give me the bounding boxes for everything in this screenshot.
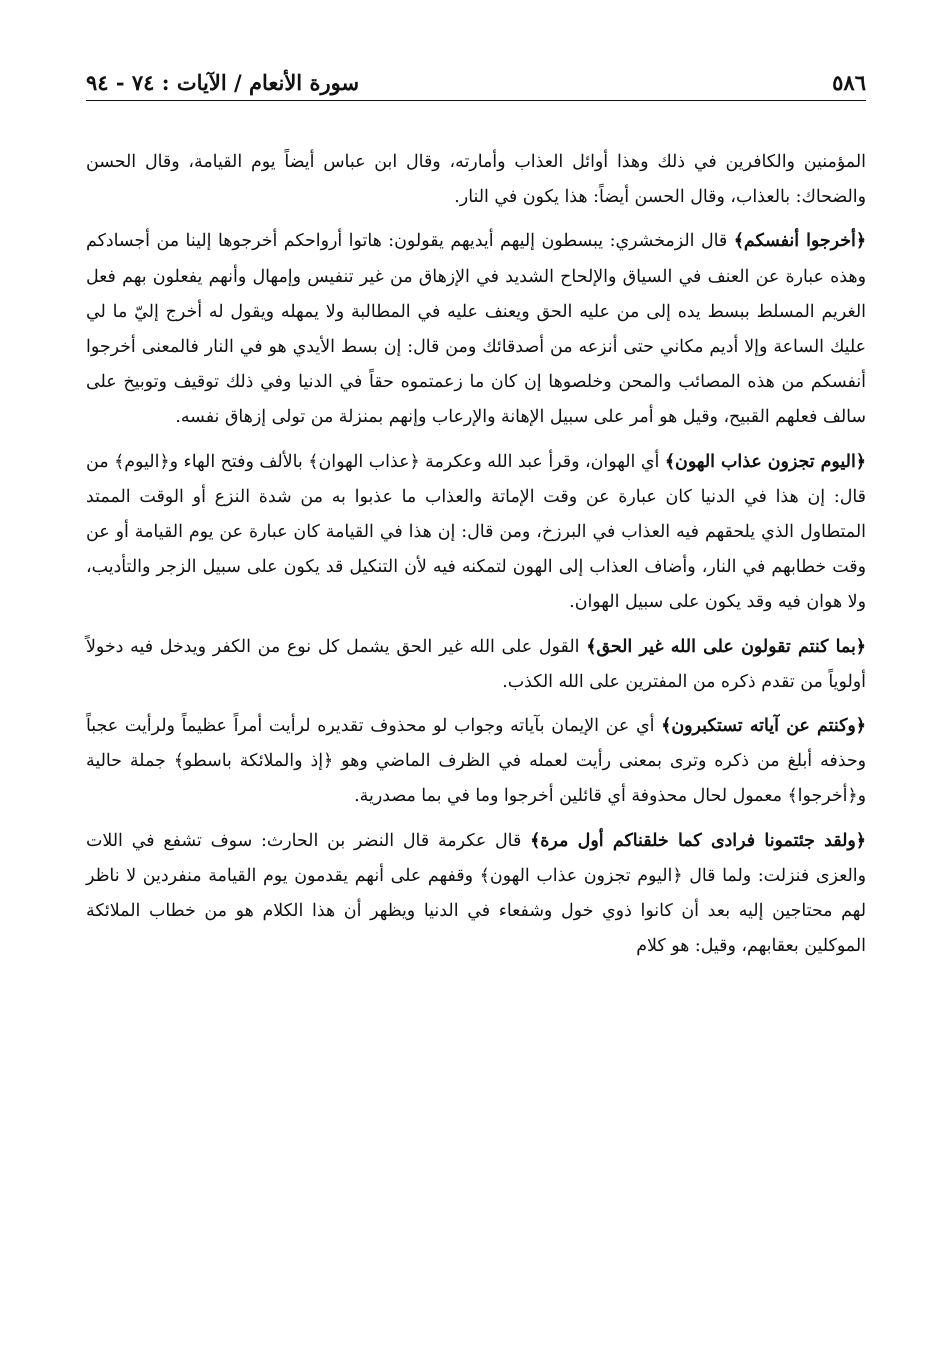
page-header bbox=[86, 66, 866, 101]
running-title: سورة الأنعام / الآيات : ٧٤ - ٩٤ bbox=[86, 66, 367, 100]
paragraph bbox=[86, 224, 866, 435]
paragraph-text: أي عن الإيمان بآياته وجواب لو محذوف تقديره لرأيت أمراً عظيماً ولرأيت عجباً وحذفه أبلغ من ذكره وترى بمعنى رأيت لعمله في الظرف الماضي وهو ﴿إذ والملائكة باسطو﴾ جملة حالية و﴿أخرجوا﴾ معمول لحال محذوفة أي قائلين أخرجوا وما في بما مصدرية. bbox=[86, 716, 866, 807]
paragraph bbox=[86, 145, 866, 215]
paragraph-text: أي الهوان، وقرأ عبد الله وعكرمة ﴿عذاب الهوان﴾ بالألف وفتح الهاء و﴿اليوم﴾ من قال: إن هذا في الدنيا كان عبارة عن وقت الإماتة والعذاب ما عذبوا به من شدة النزع أو الوقت الممتد المتطاول الذي يلحقهم فيه العذاب في البرزخ، ومن قال: إن هذا في القيامة كان عبارة عن يوم القيامة أو عن وقت خطابهم في النار، وأضاف العذاب إلى الهون لتمكنه فيه لأن التنكيل قد يكون على سبيل الزجر والتأديب، ولا هوان فيه وقد يكون على سبيل الهوان. bbox=[86, 451, 866, 613]
quranic-quote: ﴿ولقد جئتمونا فرادى كما خلقناكم أول مرة﴾ bbox=[530, 830, 866, 851]
paragraph bbox=[86, 709, 866, 815]
paragraph-text: قال عكرمة قال النضر بن الحارث: سوف تشفع في اللات والعزى فنزلت: ولما قال ﴿اليوم تجزون عذاب الهون﴾ وقفهم على أنهم يقدمون يوم القيامة منفردين لا ناظر لهم محتاجين إليه بعد أن كانوا ذوي خول وشفعاء في الدنيا ويظهر أن هذا الكلام هو من خطاب الملائكة الموكلين بعقابهم، وقيل: هو كلام bbox=[86, 830, 866, 957]
quranic-quote: ﴿اليوم تجزون عذاب الهون﴾ bbox=[664, 451, 866, 472]
paragraph bbox=[86, 824, 866, 965]
paragraph bbox=[86, 445, 866, 621]
paragraph-text: القول على الله غير الحق يشمل كل نوع من الكفر ويدخل فيه دخولاً أولوياً من تقدم ذكره من المفترين على الله الكذب. bbox=[86, 636, 866, 692]
book-page bbox=[86, 66, 866, 1316]
quranic-quote: ﴿وكنتم عن آياته تستكبرون﴾ bbox=[661, 716, 866, 737]
page-body bbox=[86, 145, 866, 964]
paragraph bbox=[86, 630, 866, 700]
paragraph-text: المؤمنين والكافرين في ذلك وهذا أوائل العذاب وأمارته، وقال ابن عباس أيضاً يوم القيامة، وقال الحسن والضحاك: بالعذاب، وقال الحسن أيضاً: هذا يكون في النار. bbox=[86, 152, 866, 208]
page-number: ٥٨٦ bbox=[824, 66, 866, 100]
paragraph-text: قال الزمخشري: يبسطون إليهم أيديهم يقولون: هاتوا أرواحكم أخرجوها إلينا من أجسادكم وهذه عبارة عن العنف في السياق والإلحاح الشديد في الإزهاق من غير تنفيس وإمهال وأنهم يفعلون بهم فعل الغريم المسلط ببسط يده إلى من عليه الحق ويعنف عليه في المطالبة ولا يمهله ويقول له أخرج إليّ ما لي عليك الساعة وإلا أديم مكاني حتى أنزعه من أصدقائك ومن قال: إن بسط الأيدي هو في النار فالمعنى أخرجوا أنفسكم من هذه المصائب والمحن وخلصوها إن كان ما زعمتموه حقاً في الدنيا وفي ذلك توقيف وتوبيخ على سالف فعلهم القبيح، وقيل هو أمر على سبيل الإهانة والإرعاب وإنهم بمنزلة من تولى إزهاق نفسه. bbox=[86, 231, 866, 428]
quranic-quote: ﴿أخرجوا أنفسكم﴾ bbox=[733, 231, 867, 252]
quranic-quote: ﴿بما كنتم تقولون على الله غير الحق﴾ bbox=[586, 636, 866, 657]
